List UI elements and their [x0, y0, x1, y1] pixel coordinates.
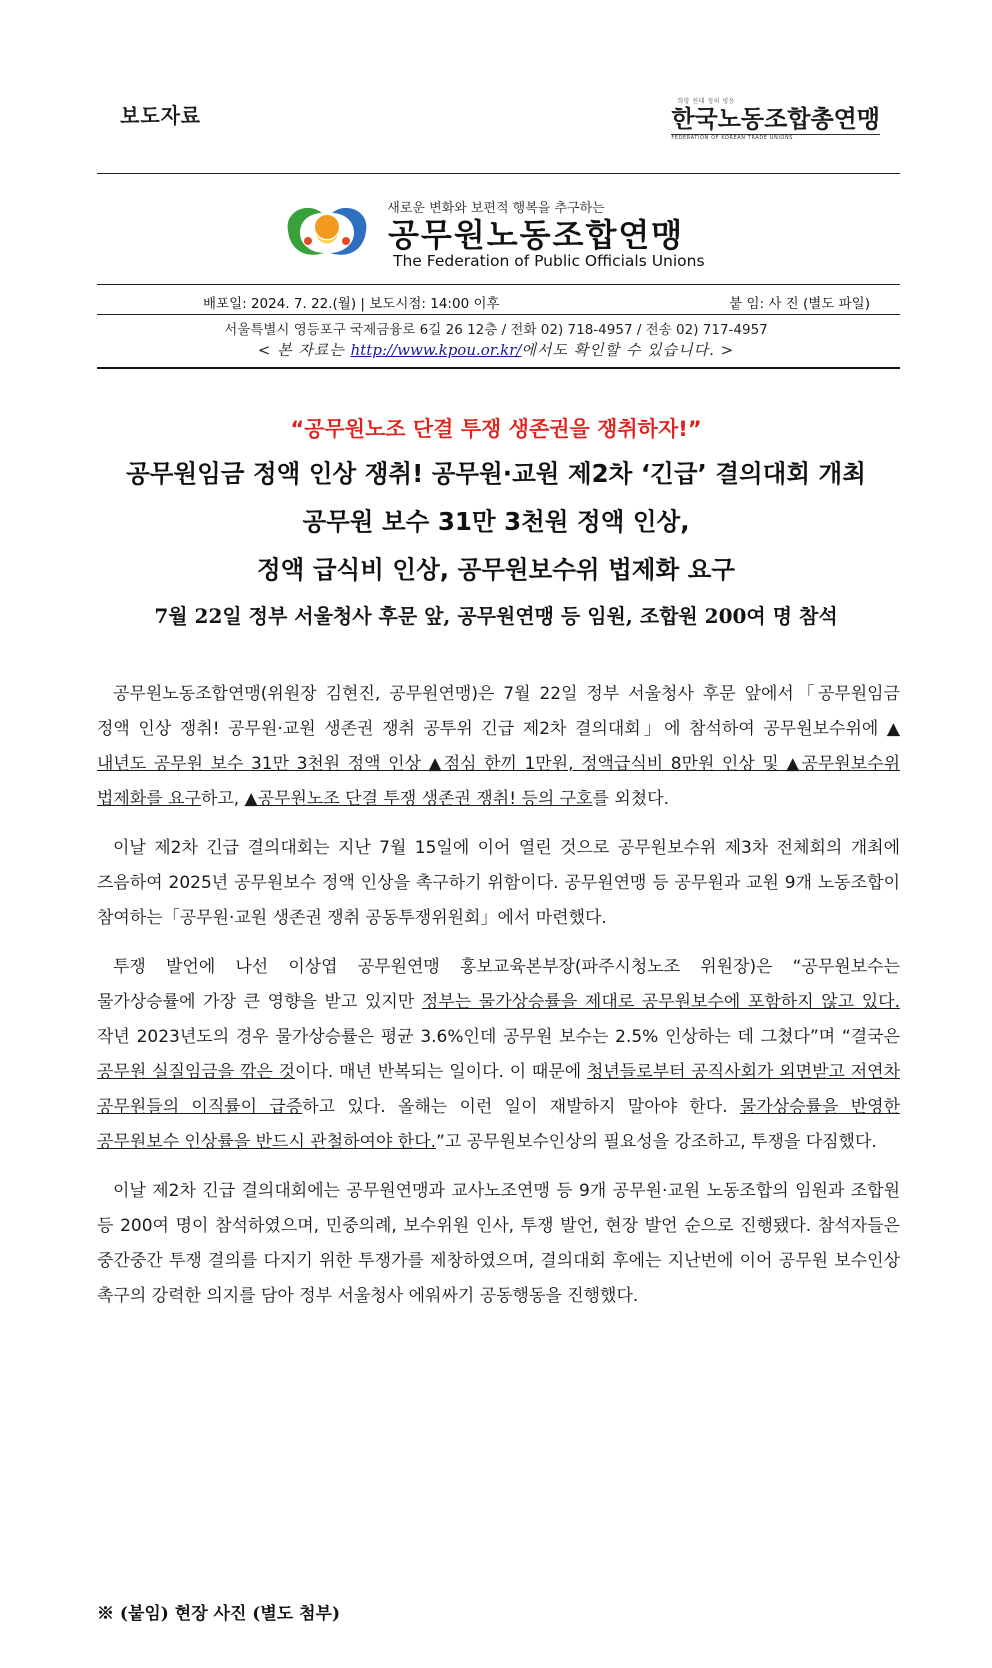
- kctu-tagline: 희망 연대 정의 평등: [677, 98, 735, 105]
- headline-quote: “공무원노조 단결 투쟁 생존권을 쟁취하자!”: [290, 417, 702, 441]
- headline-line-1: 공무원임금 정액 인상 쟁취! 공무원·교원 제2차 ‘긴급’ 결의대회 개최: [126, 459, 866, 488]
- text-span: 하고,: [200, 789, 245, 809]
- subheadline: 7월 22일 정부 서울청사 후문 앞, 공무원연맹 등 임원, 조합원 200여 명 참석: [154, 604, 838, 628]
- website-note-suffix: 에서도 확인할 수 있습니다. >: [521, 341, 735, 359]
- kctu-english: FEDERATION OF KOREAN TRADE UNIONS: [671, 134, 880, 141]
- headline-line-3: 정액 급식비 인상, 공무원보수위 법제화 요구: [257, 555, 735, 584]
- press-release-label: 보도자료: [120, 104, 202, 128]
- text-span: 하고 있다. 올해는 이런 일이 재발하지 말아야 한다.: [302, 1097, 740, 1117]
- underlined-text: 정부는 물가상승률을 제대로 공무원보수에 포함하지 않고 있다.: [421, 992, 900, 1012]
- headline-line-2: 공무원 보수 31만 3천원 정액 인상,: [302, 507, 690, 536]
- attachment-note: ※ (붙임) 현장 사진 (별도 첨부): [97, 1604, 340, 1624]
- underlined-text: ▲내년도 공무원 보수 31만 3천원 정액 인상 ▲점심 한끼 1만원, 정액급식비 8만원 인상 및 ▲공무원보수위 법제화를 요구: [97, 719, 900, 809]
- paragraph-1: [97, 677, 900, 817]
- federation-name-kr: 공무원노동조합연맹: [388, 216, 685, 254]
- text-span: 이다. 매년 반복되는 일이다. 이 때문에: [295, 1062, 587, 1082]
- divider: [97, 173, 900, 174]
- kctu-name: 한국노동조합총연맹: [671, 105, 880, 133]
- underlined-text: 물가상승률을 반영한 공무원보수 인상률을 반드시 관철하여야 한다.: [97, 1097, 901, 1152]
- website-note: [0, 339, 992, 360]
- text-span: 투쟁 발언에 나선 이상엽 공무원연맹 홍보교육본부장(파주시청노조 위원장)은 “공무원보수는 물가상승률에 가장 큰 영향을 받고 있지만: [97, 957, 900, 1012]
- text-span: 공무원노동조합연맹(위원장 김현진, 공무원연맹)은 7월 22일 정부 서울청사 후문 앞에서「공무원임금 정액 인상 쟁취! 공무원·교원 생존권 쟁취 공투위 긴급 제2차 결의대회」에 참석하여 공무원보수위에: [97, 684, 900, 739]
- article-body: [97, 677, 900, 1328]
- attachment-info: 붙 임: 사 진 (별도 파일): [729, 296, 870, 312]
- paragraph-2: 이날 제2차 긴급 결의대회는 지난 7월 15일에 이어 열린 것으로 공무원보수위 제3차 전체회의 개최에 즈음하여 2025년 공무원보수 정액 인상을 촉구하기 위함이다. 공무원연맹 등 공무원과 교원 9개 노동조합이 참여하는「공무원·교원 생존권 쟁취 공동투쟁위원회」에서 마련했다.: [97, 838, 900, 928]
- divider: [97, 367, 900, 369]
- text-span: ”고 공무원보수인상의 필요성을 강조하고, 투쟁을 다짐했다.: [436, 1132, 877, 1152]
- website-link[interactable]: http://www.kpou.or.kr/: [350, 341, 522, 359]
- federation-slogan: 새로운 변화와 보편적 행복을 추구하는: [387, 201, 605, 216]
- federation-name-en: The Federation of Public Officials Unions: [393, 252, 705, 270]
- kctu-logo: [671, 96, 880, 141]
- underlined-text: 공무원 실질임금을 깎은 것: [97, 1062, 296, 1082]
- text-span: 작년 2023년도의 경우 물가상승률은 평균 3.6%인데 공무원 보수는 2.5% 인상하는 데 그쳤다”며 “결국은: [97, 1027, 900, 1047]
- text-span: 를 외쳤다.: [592, 789, 670, 809]
- divider: [97, 314, 900, 315]
- paragraph-3: [97, 950, 900, 1160]
- website-note-prefix: < 본 자료는: [257, 341, 351, 359]
- release-date-time: 배포일: 2024. 7. 22.(월) | 보도시점: 14:00 이후: [203, 296, 500, 312]
- contact-address: 서울특별시 영등포구 국제금융로 6길 26 12층 / 전화 02) 718-4957 / 전송 02) 717-4957: [224, 322, 768, 338]
- release-info-bar: [97, 287, 900, 313]
- underlined-text: ▲공무원노조 단결 투쟁 생존권 쟁취! 등의 구호: [244, 789, 593, 809]
- paragraph-4: 이날 제2차 긴급 결의대회에는 공무원연맹과 교사노조연맹 등 9개 공무원·교원 노동조합의 임원과 조합원 등 200여 명이 참석하였으며, 민중의례, 보수위원 인사, 투쟁 발언, 현장 발언 순으로 진행됐다. 참석자들은 중간중간 투쟁 결의를 다지기 위한 투쟁가를 제창하였으며, 결의대회 후에는 지난번에 이어 공무원 보수인상 촉구의 강력한 의지를 담아 정부 서울청사 에워싸기 공동행동을 진행했다.: [97, 1181, 900, 1306]
- divider: [97, 284, 900, 285]
- federation-logo-icon: [278, 203, 376, 259]
- underlined-text: 청년들로부터 공직사회가 외면받고 저연차 공무원들의 이직률이 급증: [97, 1062, 900, 1117]
